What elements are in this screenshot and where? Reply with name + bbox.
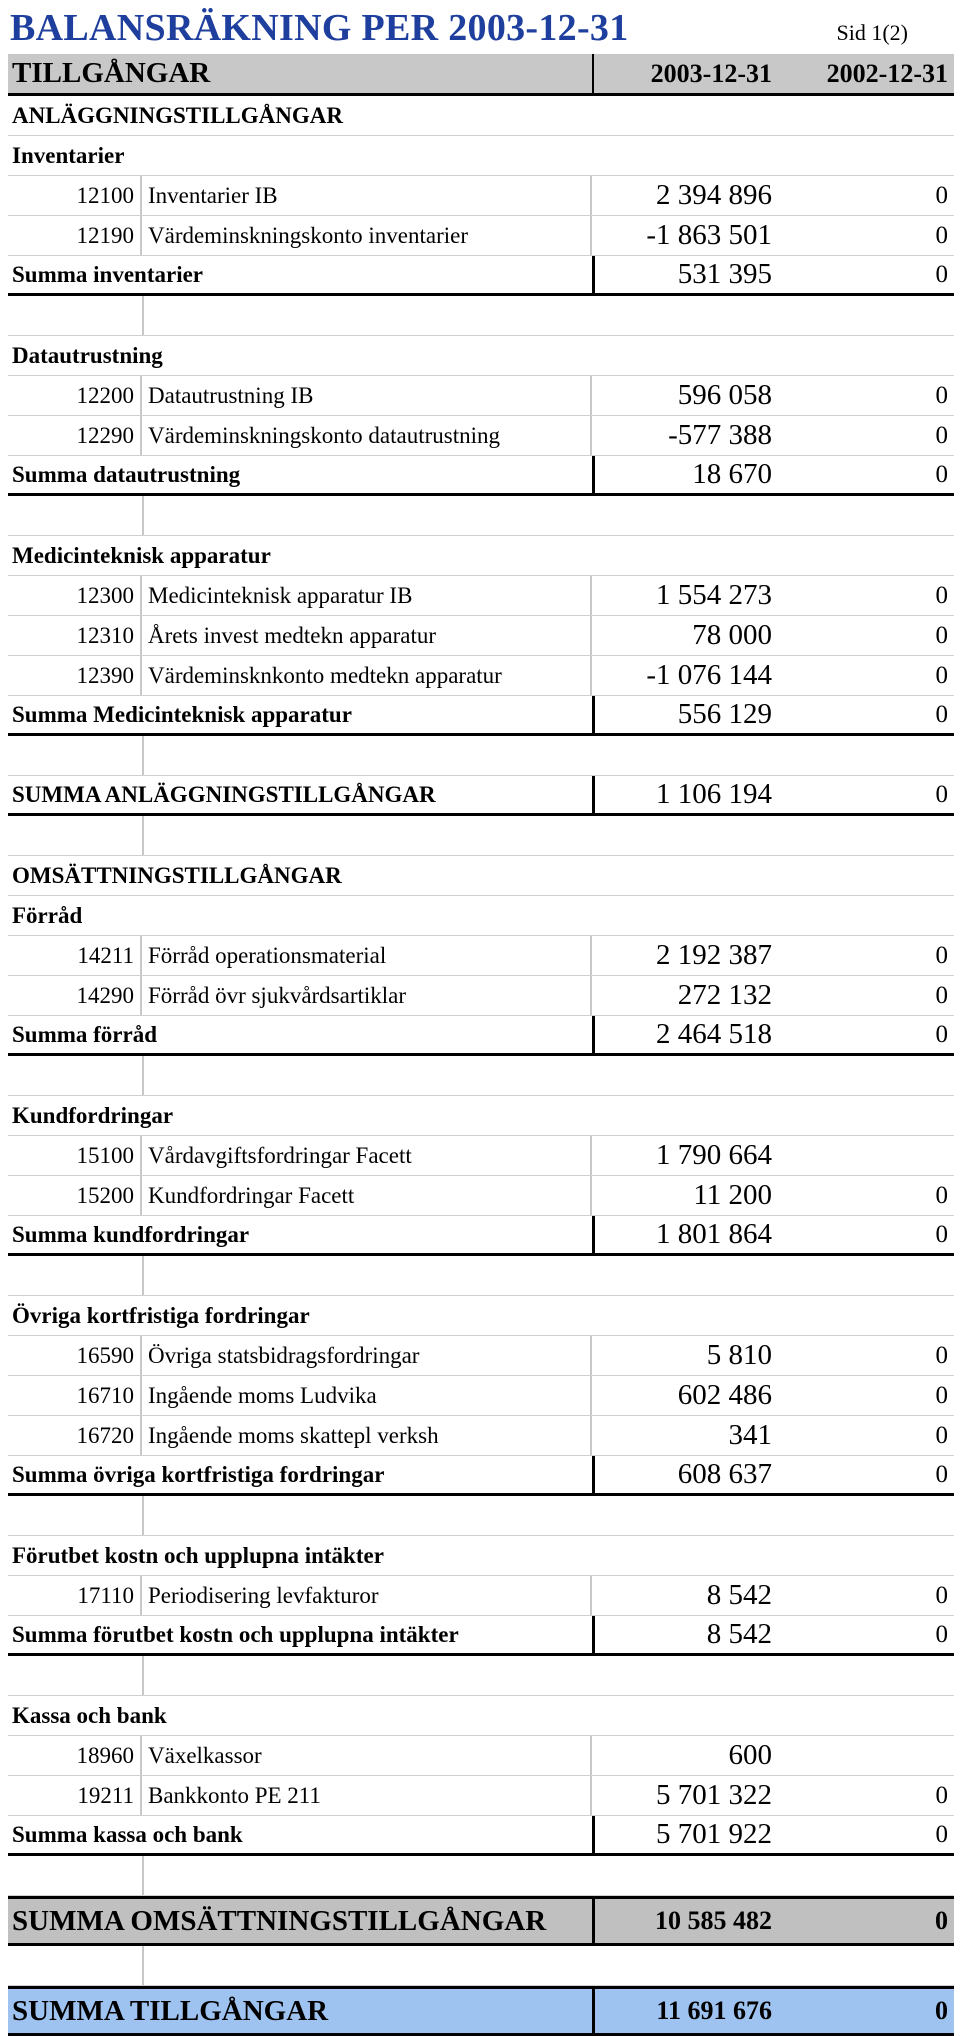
value-2002 xyxy=(780,1136,954,1175)
value-2003: 2 464 518 xyxy=(592,1016,780,1053)
subtotal-label: SUMMA ANLÄGGNINGSTILLGÅNGAR xyxy=(12,781,436,807)
account-row xyxy=(8,416,954,456)
value-2003: -1 863 501 xyxy=(646,219,772,251)
subtotal-label: Summa kassa och bank xyxy=(12,1821,243,1847)
total-label: SUMMA OMSÄTTNINGSTILLGÅNGAR xyxy=(12,1904,547,1937)
account-name: Förråd operationsmaterial xyxy=(142,936,592,975)
value-2002: 0 xyxy=(935,1220,948,1248)
account-name: Vårdavgiftsfordringar Facett xyxy=(142,1136,592,1175)
section-heading xyxy=(8,896,954,936)
subtotal-row xyxy=(8,776,954,816)
account-name: Värdeminsknkonto medtekn apparatur xyxy=(142,656,592,695)
account-row xyxy=(8,216,954,256)
value-2003: 8 542 xyxy=(592,1616,780,1653)
section-heading xyxy=(8,1096,954,1136)
subtotal-row xyxy=(8,1216,954,1256)
section-heading xyxy=(8,336,954,376)
subtotal-row xyxy=(8,696,954,736)
account-code: 15200 xyxy=(8,1176,142,1215)
subtotal-row xyxy=(8,256,954,296)
account-row xyxy=(8,1136,954,1176)
account-code: 12190 xyxy=(8,216,142,255)
page-number: Sid 1(2) xyxy=(836,20,908,45)
value-2002: 0 xyxy=(935,1020,948,1048)
account-name: Kundfordringar Facett xyxy=(142,1176,592,1215)
value-2002: 0 xyxy=(935,1181,948,1209)
account-name: Årets invest medtekn apparatur xyxy=(142,616,592,655)
account-code: 14211 xyxy=(8,936,142,975)
account-code: 16590 xyxy=(8,1336,142,1375)
value-2002: 0 xyxy=(935,1460,948,1488)
total-label: SUMMA TILLGÅNGAR xyxy=(12,1994,329,2027)
account-row xyxy=(8,576,954,616)
cell-divider xyxy=(142,816,144,855)
account-row xyxy=(8,616,954,656)
account-row xyxy=(8,976,954,1016)
account-row xyxy=(8,1416,954,1456)
value-2002: 0 xyxy=(935,700,948,728)
cell-divider xyxy=(142,1256,144,1295)
spacer-row xyxy=(8,1946,954,1986)
account-name: Datautrustning IB xyxy=(142,376,592,415)
account-row xyxy=(8,1576,954,1616)
section-heading xyxy=(8,536,954,576)
account-code: 18960 xyxy=(8,1736,142,1775)
value-2002: 0 xyxy=(935,1781,948,1809)
value-2003: 1 801 864 xyxy=(592,1216,780,1253)
value-2003: 5 701 322 xyxy=(656,1779,772,1811)
value-2002: 0 xyxy=(935,780,948,808)
account-row xyxy=(8,176,954,216)
value-2003: 1 554 273 xyxy=(656,579,772,611)
spacer-row xyxy=(8,1656,954,1696)
account-name: Ingående moms skattepl verksh xyxy=(142,1416,592,1455)
account-code: 12390 xyxy=(8,656,142,695)
account-row xyxy=(8,936,954,976)
section-heading xyxy=(8,1296,954,1336)
spacer-row xyxy=(8,496,954,536)
value-2003: 341 xyxy=(728,1419,772,1451)
spacer-row xyxy=(8,1856,954,1896)
value-2002: 0 xyxy=(935,260,948,288)
current-assets-total-row xyxy=(8,1896,954,1946)
spacer-row xyxy=(8,296,954,336)
account-name: Ingående moms Ludvika xyxy=(142,1376,592,1415)
value-2002: 0 xyxy=(935,1996,948,2025)
subtotal-row xyxy=(8,456,954,496)
section-label: Kassa och bank xyxy=(12,1702,167,1728)
subtotal-label: Summa kundfordringar xyxy=(12,1221,250,1247)
account-row xyxy=(8,376,954,416)
account-code: 16710 xyxy=(8,1376,142,1415)
account-code: 12300 xyxy=(8,576,142,615)
account-name: Bankkonto PE 211 xyxy=(142,1776,592,1815)
value-2002 xyxy=(780,1736,954,1775)
value-2003: 2 394 896 xyxy=(656,179,772,211)
cell-divider xyxy=(142,496,144,535)
account-name: Periodisering levfakturor xyxy=(142,1576,592,1615)
value-2002: 0 xyxy=(935,221,948,249)
value-2002: 0 xyxy=(935,1581,948,1609)
subtotal-label: Summa datautrustning xyxy=(12,461,241,487)
account-code: 19211 xyxy=(8,1776,142,1815)
account-name: Värdeminskningskonto datautrustning xyxy=(142,416,592,455)
subtotal-label: Summa inventarier xyxy=(12,261,204,287)
value-2002: 0 xyxy=(935,661,948,689)
account-name: Medicinteknisk apparatur IB xyxy=(142,576,592,615)
value-2003: -577 388 xyxy=(668,419,772,451)
section-label: Datautrustning xyxy=(12,342,163,368)
header-col-2002: 2002-12-31 xyxy=(826,58,948,88)
account-row xyxy=(8,1176,954,1216)
cell-divider xyxy=(142,736,144,775)
page-title: BALANSRÄKNING PER 2003-12-31 xyxy=(10,7,629,49)
account-row xyxy=(8,656,954,696)
value-2003: 8 542 xyxy=(706,1579,772,1611)
value-2002: 0 xyxy=(935,421,948,449)
value-2002: 0 xyxy=(935,621,948,649)
account-row xyxy=(8,1376,954,1416)
value-2002: 0 xyxy=(935,1421,948,1449)
value-2002: 0 xyxy=(935,1341,948,1369)
account-code: 15100 xyxy=(8,1136,142,1175)
subtotal-label: Summa förråd xyxy=(12,1021,158,1047)
subtotal-row xyxy=(8,1816,954,1856)
cell-divider xyxy=(142,1496,144,1535)
section-heading xyxy=(8,1536,954,1576)
section-label: Medicinteknisk apparatur xyxy=(12,542,271,568)
account-name: Förråd övr sjukvårdsartiklar xyxy=(142,976,592,1015)
section-label: Förråd xyxy=(12,902,83,928)
value-2003: 5 810 xyxy=(706,1339,772,1371)
value-2003: 1 106 194 xyxy=(592,776,780,813)
account-name: Inventarier IB xyxy=(142,176,592,215)
cell-divider xyxy=(142,1056,144,1095)
value-2002: 0 xyxy=(935,181,948,209)
section-label: Inventarier xyxy=(12,142,125,168)
subtotal-label: Summa Medicinteknisk apparatur xyxy=(12,701,352,727)
section-heading xyxy=(8,96,954,136)
value-2002: 0 xyxy=(935,1620,948,1648)
section-heading xyxy=(8,856,954,896)
spacer-row xyxy=(8,816,954,856)
value-2003: 11 200 xyxy=(693,1179,772,1211)
account-code: 12100 xyxy=(8,176,142,215)
value-2003: 531 395 xyxy=(592,256,780,293)
spacer-row xyxy=(8,736,954,776)
value-2002: 0 xyxy=(935,581,948,609)
subtotal-label: Summa förutbet kostn och upplupna intäkter xyxy=(12,1621,459,1647)
account-code: 12290 xyxy=(8,416,142,455)
account-code: 12200 xyxy=(8,376,142,415)
value-2003: 556 129 xyxy=(592,696,780,733)
assets-grand-total-row xyxy=(8,1986,954,2036)
spacer-row xyxy=(8,1056,954,1096)
account-row xyxy=(8,1736,954,1776)
value-2002: 0 xyxy=(935,381,948,409)
account-row xyxy=(8,1336,954,1376)
account-row xyxy=(8,1776,954,1816)
value-2003: 602 486 xyxy=(677,1379,772,1411)
cell-divider xyxy=(142,1656,144,1695)
account-name: Övriga statsbidragsfordringar xyxy=(142,1336,592,1375)
value-2003: 272 132 xyxy=(677,979,772,1011)
account-code: 16720 xyxy=(8,1416,142,1455)
value-2002: 0 xyxy=(935,460,948,488)
spacer-row xyxy=(8,1496,954,1536)
account-code: 12310 xyxy=(8,616,142,655)
header-col-2003: 2003-12-31 xyxy=(592,54,780,93)
value-2003: 596 058 xyxy=(677,379,772,411)
balance-sheet-table xyxy=(8,54,954,2036)
cell-divider xyxy=(142,1946,144,1985)
section-label: OMSÄTTNINGSTILLGÅNGAR xyxy=(12,862,342,888)
value-2002: 0 xyxy=(935,1820,948,1848)
section-label: ANLÄGGNINGSTILLGÅNGAR xyxy=(12,102,343,128)
value-2002: 0 xyxy=(935,981,948,1009)
account-code: 17110 xyxy=(8,1576,142,1615)
value-2003: 10 585 482 xyxy=(592,1899,780,1943)
subtotal-row xyxy=(8,1616,954,1656)
cell-divider xyxy=(142,296,144,335)
table-header xyxy=(8,54,954,96)
section-heading xyxy=(8,136,954,176)
value-2003: 1 790 664 xyxy=(656,1139,772,1171)
account-name: Värdeminskningskonto inventarier xyxy=(142,216,592,255)
account-code: 14290 xyxy=(8,976,142,1015)
value-2003: 78 000 xyxy=(692,619,772,651)
section-label: Kundfordringar xyxy=(12,1102,174,1128)
spacer-row xyxy=(8,1256,954,1296)
value-2002: 0 xyxy=(935,1906,948,1935)
subtotal-label: Summa övriga kortfristiga fordringar xyxy=(12,1461,385,1487)
subtotal-row xyxy=(8,1016,954,1056)
value-2003: -1 076 144 xyxy=(646,659,772,691)
section-label: Övriga kortfristiga fordringar xyxy=(12,1302,310,1328)
value-2003: 5 701 922 xyxy=(592,1816,780,1853)
header-label: TILLGÅNGAR xyxy=(12,57,211,89)
value-2002: 0 xyxy=(935,941,948,969)
section-heading xyxy=(8,1696,954,1736)
value-2003: 2 192 387 xyxy=(656,939,772,971)
value-2003: 608 637 xyxy=(592,1456,780,1493)
subtotal-row xyxy=(8,1456,954,1496)
cell-divider xyxy=(142,1856,144,1895)
value-2003: 18 670 xyxy=(592,456,780,493)
section-label: Förutbet kostn och upplupna intäkter xyxy=(12,1542,384,1568)
value-2003: 11 691 676 xyxy=(592,1989,780,2033)
value-2003: 600 xyxy=(728,1739,772,1771)
account-name: Växelkassor xyxy=(142,1736,592,1775)
value-2002: 0 xyxy=(935,1381,948,1409)
